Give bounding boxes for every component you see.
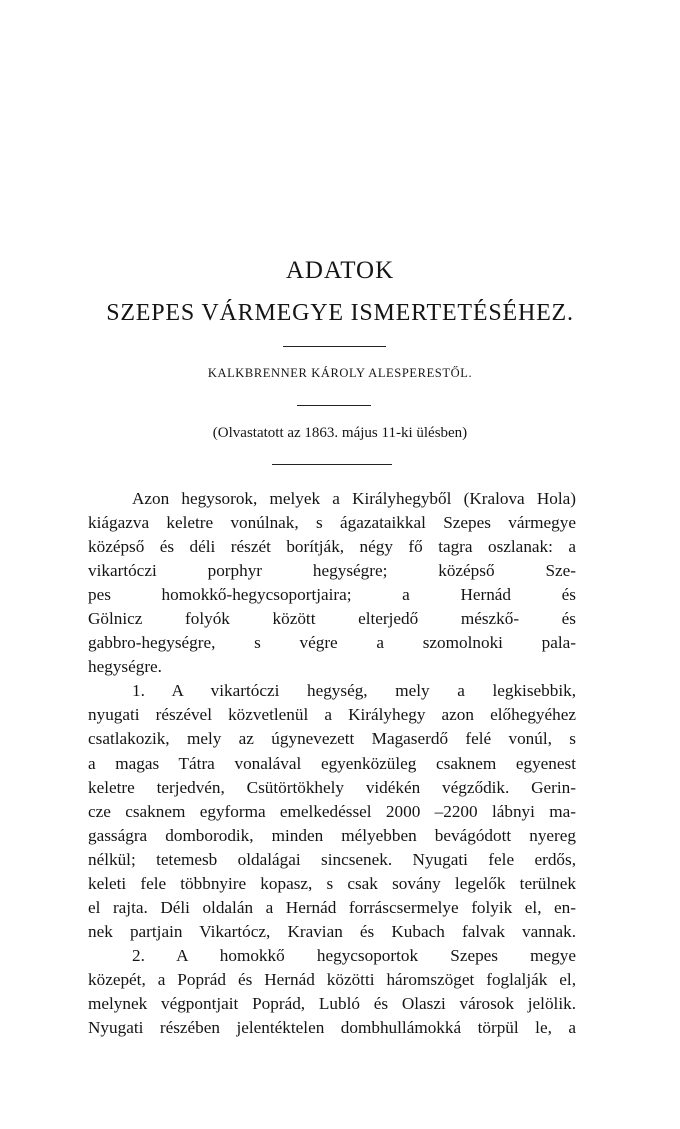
text-line: Azon hegysorok, melyek a Királyhegyből (Kralova Hola) (132, 489, 576, 508)
text-line: Gölnicz folyók között elterjedő mészkő- és (88, 609, 576, 629)
text-line: melynek végpontjait Poprád, Lubló és Olaszi városok jelölik. (88, 993, 576, 1013)
divider-rule (283, 346, 386, 347)
text-line: keletre terjedvén, Csütörtökhely vidékén végződik. Gerin- (88, 777, 576, 797)
author-line: KALKBRENNER KÁROLY ALESPERESTŐL. (207, 366, 473, 380)
text-line: csatlakozik, mely az úgynevezett Magaserdő felé vonúl, s (88, 729, 576, 749)
text-line: gabbro-hegységre, s végre a szomolnoki pala- (88, 633, 576, 653)
text-line: 2. A homokkő hegycsoportok Szepes megye (132, 945, 576, 965)
text-line: kiágazva keletre vonúlnak, s ágazataikkal Szepes vármegye (88, 513, 576, 533)
text-line: el rajta. Déli oldalán a Hernád forráscsermelye folyik el, en- (88, 897, 576, 917)
text-line: keleti fele többnyire kopasz, s csak sovány legelők terülnek (88, 873, 576, 893)
text-line: gasságra domborodik, minden mélyebben bevágódott nyereg (88, 825, 576, 845)
text-line: pes homokkő-hegycsoportjaira; a Hernád és (88, 585, 576, 605)
title-line-2: SZEPES VÁRMEGYE ISMERTETÉSÉHEZ. (106, 300, 574, 326)
text-line: közepét, a Poprád és Hernád közötti háromszöget foglalják el, (88, 969, 576, 989)
title-line-1: ADATOK (285, 257, 395, 284)
text-line: középső és déli részét borítják, négy fő tagra oszlanak: a (88, 537, 576, 557)
text-line: 1. A vikartóczi hegység, mely a legkisebbik, (132, 681, 576, 701)
text-line: hegységre. (88, 657, 162, 677)
text-line: vikartóczi porphyr hegységre; középső Sze- (88, 561, 576, 581)
text-line: nélkül; tetemesb oldalágai sincsenek. Nyugati fele erdős, (88, 849, 576, 869)
session-note: (Olvastatott az 1863. május 11-ki ülésben) (212, 425, 468, 441)
text-line: cze csaknem egyforma emelkedéssel 2000 –2200 lábnyi ma- (88, 801, 576, 821)
divider-rule (272, 464, 392, 465)
divider-rule (297, 405, 371, 406)
text-line: nyugati részével közvetlenül a Királyhegy azon előhegyéhez (88, 705, 576, 725)
body-text (88, 487, 576, 1040)
text-line: nek partjain Vikartócz, Kravian és Kubach falvak vannak. (88, 921, 576, 941)
text-line: a magas Tátra vonalával egyenközüleg csaknem egyenest (88, 753, 576, 773)
text-line: Nyugati részében jelentéktelen dombhullámokká törpül le, a (88, 1018, 576, 1038)
